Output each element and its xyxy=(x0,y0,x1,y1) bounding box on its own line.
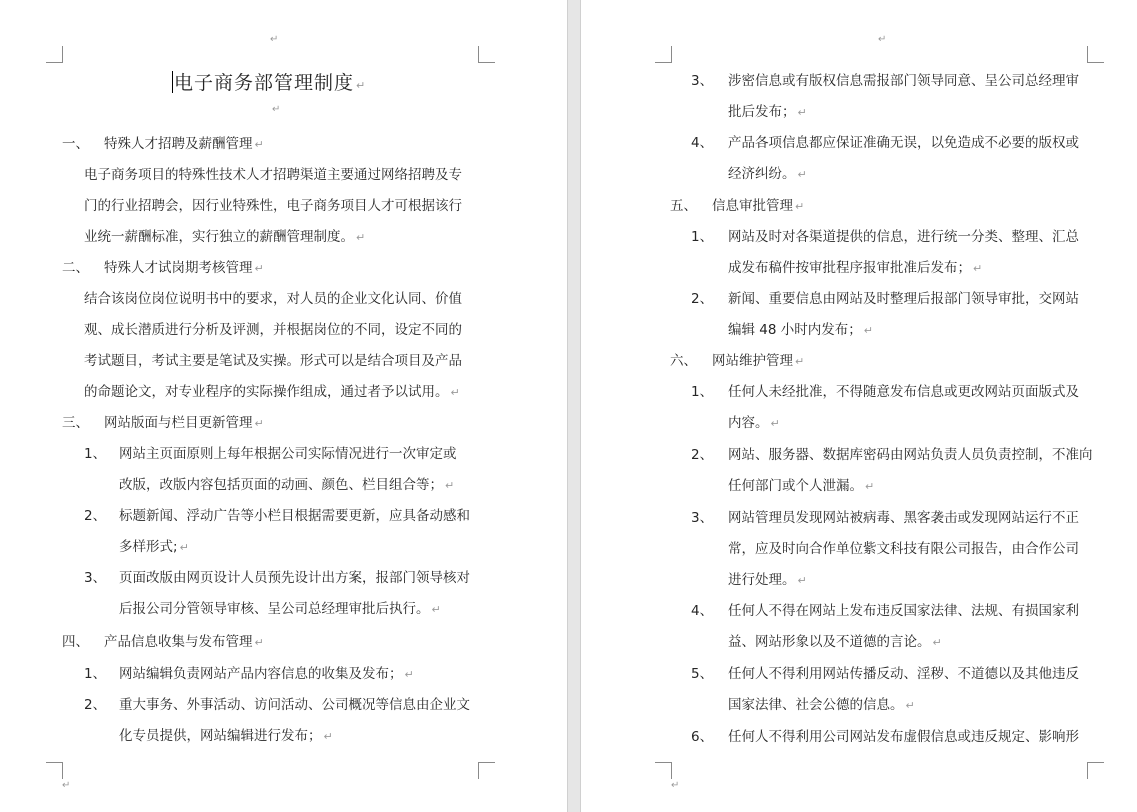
body-line: 门的行业招聘会，因行业特殊性，电子商务项目人才可根据该行 xyxy=(84,198,462,214)
section-heading: 特殊人才招聘及薪酬管理 ↵ xyxy=(104,136,264,152)
list-item-line: 益、网站形象以及不道德的言论。 ↵ xyxy=(728,634,942,650)
list-item-line: 经济纠纷。 ↵ xyxy=(728,166,807,182)
body-line: 电子商务项目的特殊性技术人才招聘渠道主要通过网络招聘及专 xyxy=(84,167,462,183)
document-page-right[interactable] xyxy=(581,0,1137,812)
item-number: 3、 xyxy=(84,570,107,586)
crop-mark-top-right xyxy=(478,46,495,63)
item-number: 3、 xyxy=(691,510,714,526)
list-item-line: 任何人不得在网站上发布违反国家法律、法规、有损国家利 xyxy=(728,603,1079,619)
body-line: 考试题目，考试主要是笔试及实操。形式可以是结合项目及产品 xyxy=(84,353,462,369)
footer-paragraph-mark: ↵ xyxy=(671,780,680,791)
section-heading: 信息审批管理 ↵ xyxy=(712,198,805,214)
item-number: 6、 xyxy=(691,729,714,745)
list-item-line: 产品各项信息都应保证准确无误，以免造成不必要的版权或 xyxy=(728,135,1079,151)
list-item-line: 网站主页面原则上每年根据公司实际情况进行一次审定或 xyxy=(119,446,457,462)
item-number: 1、 xyxy=(84,666,107,682)
item-number: 4、 xyxy=(691,603,714,619)
section-heading: 产品信息收集与发布管理 ↵ xyxy=(104,634,264,650)
item-number: 3、 xyxy=(691,73,714,89)
section-number: 六、 xyxy=(670,353,697,369)
list-item-line: 任何人不得利用网站传播反动、淫秽、不道德以及其他违反 xyxy=(728,666,1079,682)
crop-mark-bottom-right xyxy=(1087,762,1104,779)
section-number: 二、 xyxy=(62,260,89,276)
empty-paragraph-mark: ↵ xyxy=(272,104,281,115)
crop-mark-bottom-right xyxy=(478,762,495,779)
list-item-line: 网站及时对各渠道提供的信息，进行统一分类、整理、汇总 xyxy=(728,229,1079,245)
item-number: 1、 xyxy=(84,446,107,462)
paragraph-mark: ↵ xyxy=(356,79,367,92)
section-number: 五、 xyxy=(670,198,697,214)
body-line: 的命题论文，对专业程序的实际操作组成，通过者予以试用。 ↵ xyxy=(84,384,460,400)
section-heading: 网站维护管理 ↵ xyxy=(712,353,805,369)
list-item-line: 内容。 ↵ xyxy=(728,415,780,431)
header-paragraph-mark: ↵ xyxy=(878,34,887,45)
item-number: 4、 xyxy=(691,135,714,151)
section-number: 四、 xyxy=(62,634,89,650)
crop-mark-top-right xyxy=(1087,46,1104,63)
crop-mark-bottom-left xyxy=(46,762,63,779)
list-item-line: 涉密信息或有版权信息需报部门领导同意、呈公司总经理审 xyxy=(728,73,1079,89)
list-item-line: 页面改版由网页设计人员预先设计出方案，报部门领导核对 xyxy=(119,570,470,586)
section-heading: 特殊人才试岗期考核管理 ↵ xyxy=(104,260,264,276)
section-heading: 网站版面与栏目更新管理 ↵ xyxy=(104,415,264,431)
list-item-line: 国家法律、社会公德的信息。 ↵ xyxy=(728,697,915,713)
section-number: 三、 xyxy=(62,415,89,431)
item-number: 5、 xyxy=(691,666,714,682)
page-gutter xyxy=(567,0,581,812)
list-item-line: 改版，改版内容包括页面的动画、颜色、栏目组合等； ↵ xyxy=(119,477,455,493)
list-item-line: 任何部门或个人泄漏。 ↵ xyxy=(728,478,875,494)
list-item-line: 网站、服务器、数据库密码由网站负责人员负责控制，不准向 xyxy=(728,447,1093,463)
list-item-line: 后报公司分管领导审核、呈公司总经理审批后执行。 ↵ xyxy=(119,601,441,617)
crop-mark-top-left xyxy=(655,46,672,63)
list-item-line: 常，应及时向合作单位紫文科技有限公司报告，由合作公司 xyxy=(728,541,1079,557)
list-item-line: 标题新闻、浮动广告等小栏目根据需要更新，应具备动感和 xyxy=(119,508,470,524)
list-item-line: 化专员提供，网站编辑进行发布； ↵ xyxy=(119,728,333,744)
crop-mark-top-left xyxy=(46,46,63,63)
list-item-line: 新闻、重要信息由网站及时整理后报部门领导审批，交网站 xyxy=(728,291,1079,307)
item-number: 1、 xyxy=(691,229,714,245)
list-item-line: 任何人未经批准，不得随意发布信息或更改网站页面版式及 xyxy=(728,384,1079,400)
body-line: 结合该岗位岗位说明书中的要求，对人员的企业文化认同、价值 xyxy=(84,291,462,307)
list-item-line: 网站管理员发现网站被病毒、黑客袭击或发现网站运行不正 xyxy=(728,510,1079,526)
body-line: 观、成长潜质进行分析及评测，并根据岗位的不同，设定不同的 xyxy=(84,322,462,338)
list-item-line: 重大事务、外事活动、访问活动、公司概况等信息由企业文 xyxy=(119,697,470,713)
list-item-line: 多样形式; ↵ xyxy=(119,539,189,555)
list-item-line: 批后发布； ↵ xyxy=(728,104,807,120)
section-number: 一、 xyxy=(62,136,89,152)
body-line: 业统一薪酬标准，实行独立的薪酬管理制度。 ↵ xyxy=(84,229,366,245)
item-number: 2、 xyxy=(84,508,107,524)
document-title[interactable] xyxy=(172,68,366,95)
item-number: 1、 xyxy=(691,384,714,400)
item-number: 2、 xyxy=(691,291,714,307)
text-cursor xyxy=(172,71,173,93)
list-item-line: 进行处理。 ↵ xyxy=(728,572,807,588)
header-paragraph-mark: ↵ xyxy=(270,34,279,45)
item-number: 2、 xyxy=(84,697,107,713)
list-item-line: 网站编辑负责网站产品内容信息的收集及发布； ↵ xyxy=(119,666,414,682)
crop-mark-bottom-left xyxy=(655,762,672,779)
list-item-line: 成发布稿件按审批程序报审批准后发布； ↵ xyxy=(728,260,983,276)
footer-paragraph-mark: ↵ xyxy=(62,780,71,791)
item-number: 2、 xyxy=(691,447,714,463)
document-page-left[interactable] xyxy=(0,0,567,812)
document-title-text: 电子商务部管理制度 xyxy=(174,72,355,94)
list-item-line: 任何人不得利用公司网站发布虚假信息或违反规定、影响形 xyxy=(728,729,1079,745)
list-item-line: 编辑 48 小时内发布； ↵ xyxy=(728,322,873,338)
